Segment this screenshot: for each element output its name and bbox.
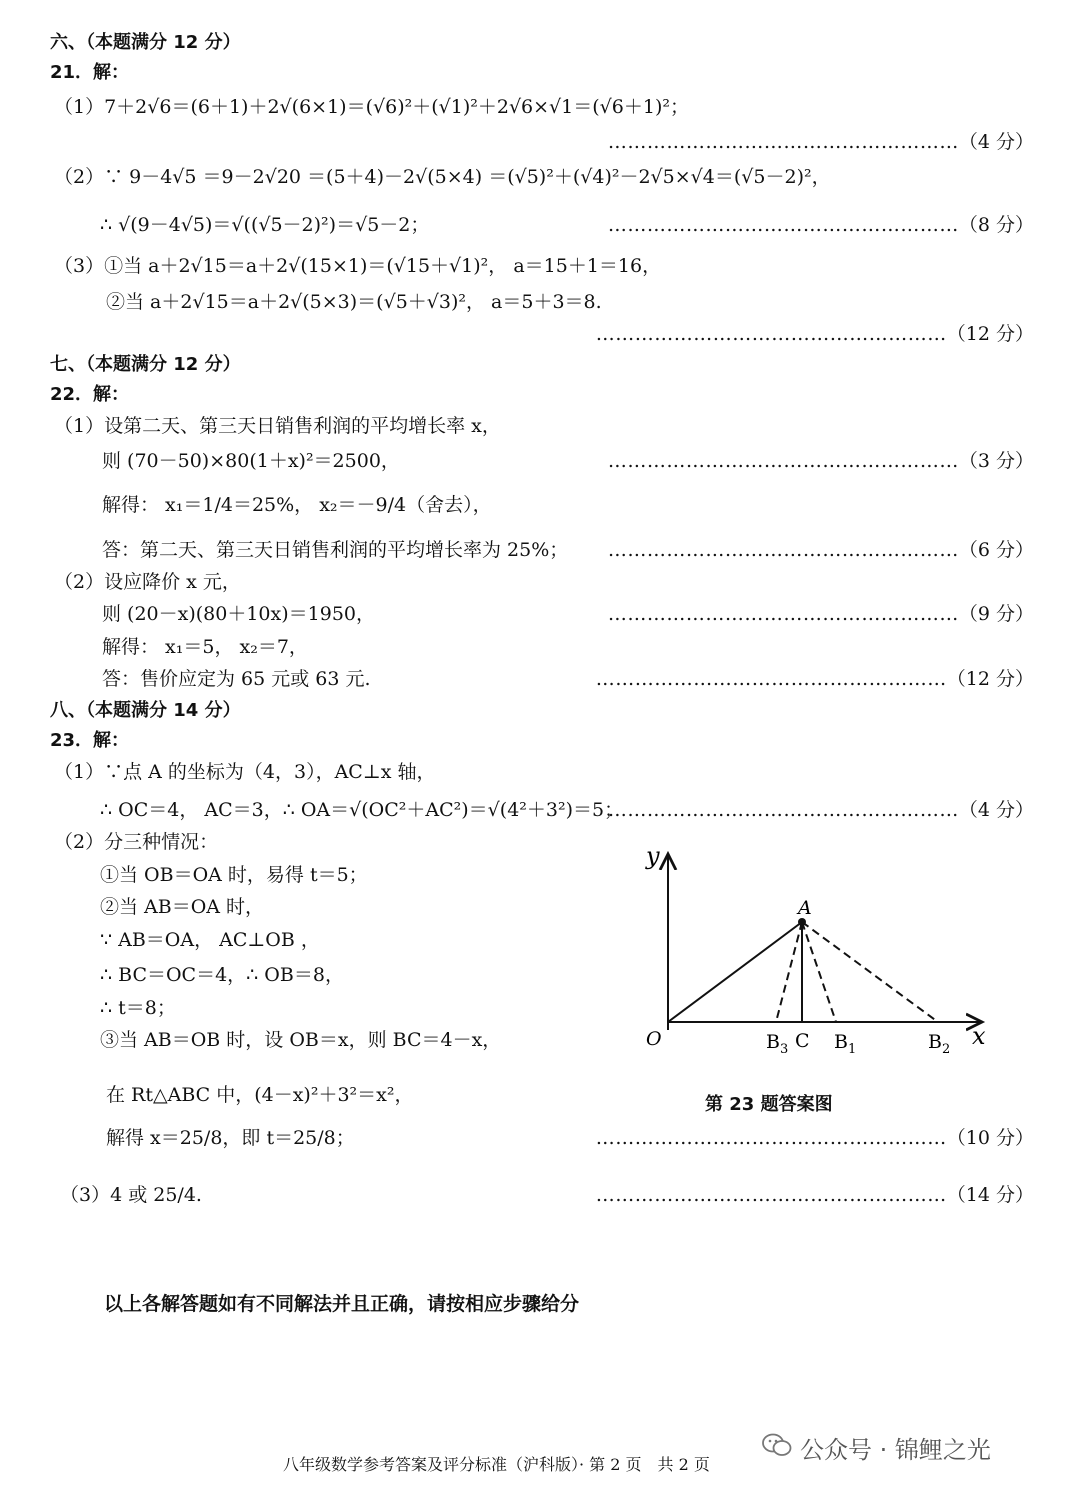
q23-case3-solution: 解得 x＝25/8，即 t＝25/8；	[106, 1127, 355, 1149]
q23-score-1: ………………………………………………（4 分）	[607, 799, 1034, 821]
q22-label: 22．解：	[50, 384, 130, 405]
point-b3-subscript: 3	[779, 1042, 789, 1057]
q22-part1-setup: （1）设第二天、第三天日销售利润的平均增长率 x，	[54, 415, 501, 437]
section-6-heading: 六、（本题满分 12 分）	[50, 32, 241, 53]
figure-caption: 第 23 题答案图	[705, 1094, 833, 1115]
q23-figure	[630, 840, 1000, 1070]
q21-part2-result: ∴ √(9－4√5)＝√((√5－2)²)＝√5－2；	[100, 214, 430, 236]
x-axis-label: x	[972, 1022, 986, 1050]
q22-part2-solution: 解得： x₁＝5， x₂＝7，	[102, 636, 308, 658]
q23-case2-step: ∴ BC＝OC＝4，∴ OB＝8，	[100, 964, 344, 986]
q23-case2-given: ∵ AB＝OA， AC⊥OB ，	[100, 929, 320, 951]
segment-ab3	[776, 922, 802, 1022]
point-b2-label	[928, 1031, 950, 1057]
point-a-label: A	[798, 897, 812, 919]
point-c-label: C	[795, 1030, 810, 1052]
q23-score-3: ………………………………………………（14 分）	[595, 1184, 1034, 1206]
page-footer: 八年级数学参考答案及评分标准（沪科版）· 第 2 页 共 2 页	[283, 1455, 710, 1474]
q22-part2-equation: 则 (20－x)(80＋10x)＝1950，	[102, 603, 376, 625]
q23-case3-equation: 在 Rt△ABC 中，(4－x)²＋3²＝x²，	[106, 1084, 414, 1106]
q21-score-3: ………………………………………………（12 分）	[595, 323, 1034, 345]
section-8-heading: 八、（本题满分 14 分）	[50, 700, 241, 721]
point-b3-label	[766, 1031, 788, 1057]
watermark-text: 公众号 · 锦鲤之光	[800, 1436, 991, 1464]
q22-part1-equation: 则 (70－50)×80(1＋x)²＝2500，	[102, 450, 400, 472]
y-axis-label: y	[646, 842, 660, 870]
segment-ab2	[802, 922, 938, 1022]
q23-part1-result: ∴ OC＝4， AC＝3，∴ OA＝√(OC²＋AC²)＝√(4²＋3²)＝5；	[100, 799, 624, 821]
q21-part3-case1: （3）①当 a＋2√15＝a＋2√(15×1)＝(√15＋√1)²， a＝15＋1＝16，	[54, 255, 662, 277]
point-b3-letter: B	[766, 1031, 780, 1053]
point-a	[798, 918, 806, 926]
point-b2-subscript: 2	[941, 1042, 951, 1057]
q23-part2-intro: （2）分三种情况：	[54, 831, 219, 853]
q22-score-1: ………………………………………………（3 分）	[607, 450, 1034, 472]
wechat-icon	[762, 1432, 792, 1458]
q21-part2: （2）∵ 9－4√5 ＝9－2√20 ＝(5＋4)－2√(5×4) ＝(√5)²＋(√4)²－2√5×√4＝(√5－2)²，	[54, 166, 831, 188]
grading-note: 以上各解答题如有不同解法并且正确，请按相应步骤给分	[104, 1293, 580, 1315]
q23-case2: ②当 AB＝OA 时，	[100, 896, 265, 918]
q22-part1-answer: 答：第二天、第三天日销售利润的平均增长率为 25%；	[102, 539, 569, 561]
point-b1-label	[834, 1031, 856, 1057]
point-b2-letter: B	[928, 1031, 942, 1053]
q23-part3: （3）4 或 25/4.	[60, 1184, 202, 1206]
q22-part1-solution: 解得： x₁＝1/4＝25%， x₂＝－9/4（舍去），	[102, 494, 492, 516]
q22-part2-answer: 答：售价应定为 65 元或 63 元.	[102, 668, 371, 690]
q22-score-4: ………………………………………………（12 分）	[595, 668, 1034, 690]
q23-case3: ③当 AB＝OB 时，设 OB＝x，则 BC＝4－x，	[100, 1029, 502, 1051]
q21-label: 21．解：	[50, 62, 130, 83]
point-b1-letter: B	[834, 1031, 848, 1053]
q21-part1: （1）7＋2√6＝(6＋1)＋2√(6×1)＝(√6)²＋(√1)²＋2√6×√1＝(√6＋1)²；	[54, 96, 689, 118]
q23-label: 23．解：	[50, 730, 130, 751]
q22-score-2: ………………………………………………（6 分）	[607, 539, 1034, 561]
segment-oa	[668, 922, 802, 1022]
segment-ab1	[802, 922, 836, 1022]
origin-label: O	[646, 1028, 662, 1050]
q21-score-2: ………………………………………………（8 分）	[607, 214, 1034, 236]
section-7-heading: 七、（本题满分 12 分）	[50, 354, 241, 375]
point-b1-subscript: 1	[847, 1042, 857, 1057]
q23-case1: ①当 OB＝OA 时，易得 t＝5；	[100, 864, 368, 886]
q21-score-1: ………………………………………………（4 分）	[607, 131, 1034, 153]
q23-score-2: ………………………………………………（10 分）	[595, 1127, 1034, 1149]
q23-case2-result: ∴ t＝8；	[100, 997, 176, 1019]
q23-part1-given: （1）∵点 A 的坐标为（4，3），AC⊥x 轴，	[54, 761, 436, 783]
q22-part2-setup: （2）设应降价 x 元，	[54, 571, 241, 593]
q21-part3-case2: ②当 a＋2√15＝a＋2√(5×3)＝(√5＋√3)²， a＝5＋3＝8.	[106, 291, 602, 313]
q22-score-3: ………………………………………………（9 分）	[607, 603, 1034, 625]
